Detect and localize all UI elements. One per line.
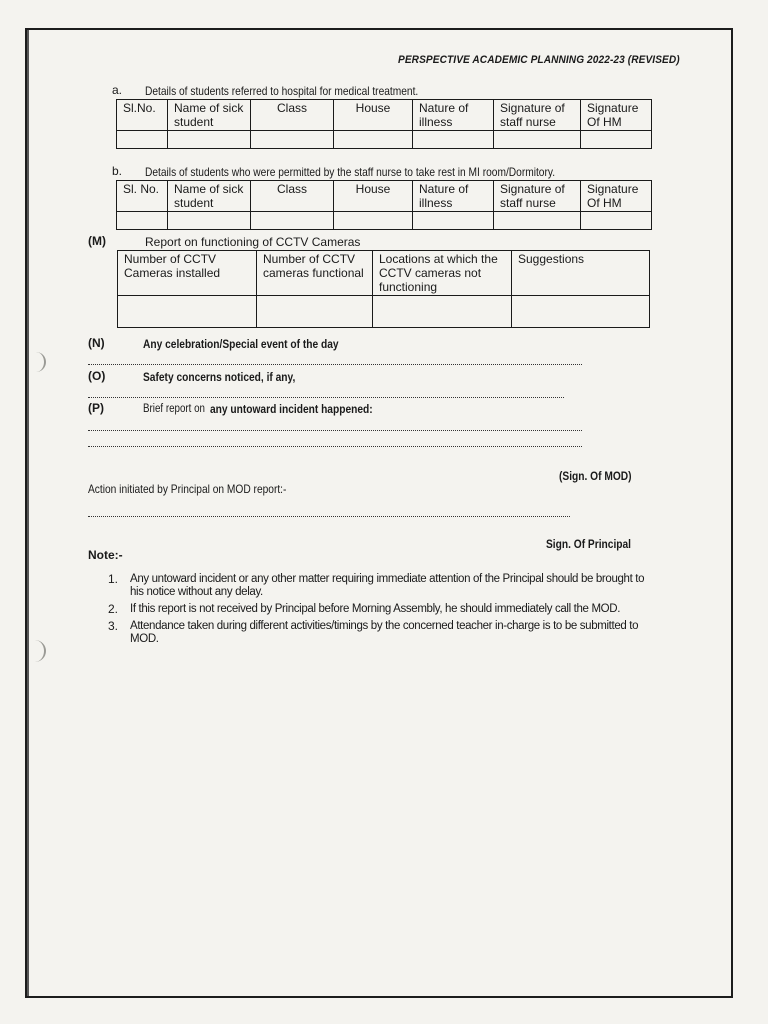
section-n-letter: (N) — [88, 336, 105, 350]
blank-cell[interactable] — [117, 212, 168, 230]
col-header: Signature Of HM — [581, 100, 652, 131]
blank-cell[interactable] — [117, 131, 168, 149]
blank-cell[interactable] — [334, 212, 413, 230]
col-header: Nature of illness — [413, 181, 494, 212]
list-item — [108, 620, 648, 646]
punch-hole-mark — [22, 352, 46, 372]
section-p-title: any untoward incident happened: — [210, 402, 373, 416]
blank-cell[interactable] — [168, 212, 251, 230]
blank-cell[interactable] — [251, 212, 334, 230]
col-header: House — [334, 181, 413, 212]
sign-mod-label: (Sign. Of MOD) — [559, 469, 632, 483]
punch-hole-mark — [22, 640, 46, 662]
section-n-title: Any celebration/Special event of the day — [143, 337, 339, 351]
col-header: Locations at which the CCTV cameras not functioning — [373, 251, 512, 296]
section-b-title: Details of students who were permitted by the staff nurse to take rest in MI room/Dormitory. — [145, 165, 556, 179]
section-b-table — [116, 180, 652, 230]
section-p-title-prefix: Brief report on — [143, 403, 205, 415]
section-a-title: Details of students referred to hospital for medical treatment. — [145, 84, 419, 98]
col-header: Name of sick student — [168, 181, 251, 212]
note-text: Attendance taken during different activities/timings by the concerned teacher in-charge is to be submitted to MOD. — [130, 620, 639, 645]
blank-cell[interactable] — [512, 296, 650, 328]
col-header: Name of sick student — [168, 100, 251, 131]
blank-cell[interactable] — [494, 212, 581, 230]
table-header-row — [117, 181, 652, 212]
section-p-letter: (P) — [88, 401, 104, 415]
fill-line[interactable] — [88, 364, 582, 365]
col-header: Number of CCTV cameras functional — [257, 251, 373, 296]
note-text: If this report is not received by Principal before Morning Assembly, he should immediately call the MOD. — [130, 603, 621, 615]
section-o-letter: (O) — [88, 369, 106, 383]
sign-principal-label: Sign. Of Principal — [546, 537, 632, 551]
fill-line[interactable] — [88, 430, 582, 431]
col-header: Signature of staff nurse — [494, 181, 581, 212]
note-label: Note:- — [88, 548, 123, 562]
table-row — [118, 296, 650, 328]
blank-cell[interactable] — [373, 296, 512, 328]
blank-cell[interactable] — [413, 131, 494, 149]
section-a-letter: a. — [112, 83, 123, 97]
fill-line[interactable] — [88, 446, 582, 447]
section-a-table — [116, 99, 652, 149]
page-header: PERSPECTIVE ACADEMIC PLANNING 2022-23 (REVISED) — [398, 54, 680, 66]
table-row — [117, 131, 652, 149]
section-o-title: Safety concerns noticed, if any, — [143, 370, 296, 384]
fill-line[interactable] — [88, 516, 570, 517]
blank-cell[interactable] — [494, 131, 581, 149]
table-row — [117, 212, 652, 230]
note-number: 1. — [108, 572, 119, 586]
col-header: Class — [251, 100, 334, 131]
section-m-title: Report on functioning of CCTV Cameras — [145, 235, 361, 249]
section-m-letter: (M) — [88, 234, 106, 248]
col-header: Sl.No. — [117, 100, 168, 131]
note-number: 2. — [108, 602, 119, 616]
blank-cell[interactable] — [334, 131, 413, 149]
blank-cell[interactable] — [581, 131, 652, 149]
col-header: Class — [251, 181, 334, 212]
blank-cell[interactable] — [118, 296, 257, 328]
blank-cell[interactable] — [251, 131, 334, 149]
table-header-row — [118, 251, 650, 296]
col-header: Signature of staff nurse — [494, 100, 581, 131]
blank-cell[interactable] — [581, 212, 652, 230]
col-header: Suggestions — [512, 251, 650, 296]
blank-cell[interactable] — [168, 131, 251, 149]
blank-cell[interactable] — [413, 212, 494, 230]
list-item — [108, 573, 648, 599]
col-header: Signature Of HM — [581, 181, 652, 212]
col-header: Nature of illness — [413, 100, 494, 131]
table-header-row — [117, 100, 652, 131]
notes-list — [108, 573, 648, 650]
section-b-letter: b. — [112, 164, 123, 178]
col-header: House — [334, 100, 413, 131]
list-item — [108, 603, 648, 616]
blank-cell[interactable] — [257, 296, 373, 328]
action-label: Action initiated by Principal on MOD report:- — [88, 482, 287, 496]
note-number: 3. — [108, 619, 119, 633]
col-header: Sl. No. — [117, 181, 168, 212]
col-header: Number of CCTV Cameras installed — [118, 251, 257, 296]
note-text: Any untoward incident or any other matter requiring immediate attention of the Principal should be brought to his notice without any delay. — [130, 573, 645, 598]
section-m-table — [117, 250, 650, 328]
fill-line[interactable] — [88, 397, 564, 398]
